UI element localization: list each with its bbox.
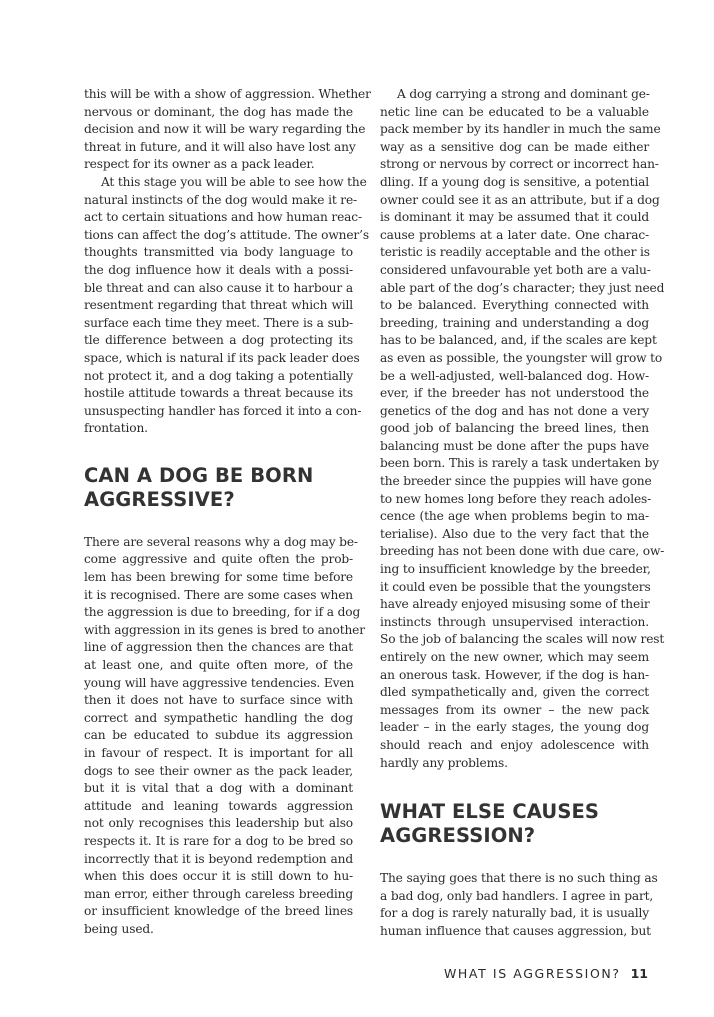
text-line: dling. If a young dog is sensitive, a potential [380,174,649,189]
text-line: but it is vital that a dog with a dominant [84,781,353,796]
text-line: cause problems at a later date. One charac- [380,227,649,242]
text-line: or insufficient knowledge of the breed lines [84,904,353,919]
text-line: to new homes long before they reach adoles- [380,491,652,506]
text-line: space, which is natural if its pack leader does [84,350,360,365]
section-heading-what-else-causes [380,800,649,848]
text-line: cence (the age when problems begin to ma- [380,509,649,524]
text-line: At this stage you will be able to see how the [101,174,367,189]
text-line: terialise). Also due to the very fact that the [380,526,649,541]
running-head: WHAT IS AGGRESSION? [443,966,621,981]
text-line: human influence that causes aggression, but [380,923,651,938]
text-line: is dominant it may be assumed that it could [380,210,649,225]
heading-line: AGGRESSION? [380,824,536,848]
section-heading-born-aggressive [84,464,353,512]
text-line: surface each time they meet. There is a sub- [84,315,353,330]
paragraph [84,174,369,438]
text-line: to be balanced. Everything connected with [380,298,649,313]
text-line: then it does not have to surface since with [84,693,353,708]
text-line: balancing must be done after the pups have [380,438,649,453]
text-line: act to certain situations and how human reac- [84,210,362,225]
text-line: with aggression in its genes is bred to another [84,622,365,637]
text-line: breeding has not been done with due care, ow- [380,544,665,559]
heading-line: AGGRESSIVE? [84,487,235,511]
text-line: incorrectly that it is beyond redemption and [84,851,353,866]
text-line: messages from its owner – the new pack [380,702,649,717]
text-line: have already enjoyed misusing some of their [380,597,650,612]
text-line: as even as possible, the youngster will grow to [380,350,663,365]
page-number: 11 [630,966,648,981]
text-line: So the job of balancing the scales will now rest [380,632,665,647]
text-line: pack member by its handler in much the same [380,122,661,137]
text-line: A dog carrying a strong and dominant ge- [397,87,650,101]
text-line: ever, if the breeder has not understood the [380,386,649,401]
text-line: hardly any problems. [380,755,508,770]
text-line: instincts through unsupervised interaction. [380,614,649,629]
text-line: breeding, training and understanding a dog [380,315,649,330]
heading-line: CAN A DOG BE BORN [84,463,314,487]
heading-line: WHAT ELSE CAUSES [380,800,600,824]
text-line: has to be balanced, and, if the scales are kept [380,333,657,348]
text-line: considered unfavourable yet both are a valu- [380,262,651,277]
text-line: hostile attitude towards a threat because its [84,386,353,401]
text-line: being used. [84,921,154,936]
text-line: a bad dog, only bad handlers. I agree in part, [380,888,654,903]
text-line: genetics of the dog and has not done a very [380,403,649,418]
page-footer [380,966,648,981]
text-line: threat in future, and it will also have lost any [84,139,356,154]
text-line: strong or nervous by correct or incorrect han- [380,157,659,172]
text-line: There are several reasons why a dog may be- [84,534,358,549]
paragraph [380,870,658,940]
paragraph [84,86,371,174]
text-line: come aggressive and quite often the prob- [84,552,353,567]
left-column [84,86,371,939]
text-line: line of aggression then the chances are that [84,640,353,655]
text-line: man error, either through careless breeding [84,886,353,901]
text-line: tions can affect the dog’s attitude. The owner’s [84,227,369,242]
text-line: owner could see it as an attribute, but if a dog [380,192,660,207]
text-line: leader – in the early stages, the young dog [380,720,649,735]
text-line: dogs to see their owner as the pack leader, [84,763,353,778]
text-line: dled sympathetically and, given the correct [380,685,649,700]
text-line: respect for its owner as a pack leader. [84,157,315,172]
text-line: it is recognised. There are some cases when [84,587,353,602]
text-line: can be educated to subdue its aggression [84,728,353,743]
text-line: nervous or dominant, the dog has made the [84,104,353,119]
text-line: be a well-adjusted, well-balanced dog. How- [380,368,649,383]
text-line: natural instincts of the dog would make it re- [84,192,358,207]
text-line: an onerous task. However, if the dog is han- [380,667,649,682]
text-line: the dog influence how it deals with a possi- [84,262,353,277]
text-line: should reach and enjoy adolescence with [380,737,649,752]
text-line: resentment regarding that threat which will [84,298,353,313]
text-line: not protect it, and a dog taking a potentially [84,368,353,383]
text-line: at least one, and quite often more, of the [84,658,353,673]
text-line: way as a sensitive dog can be made either [380,139,649,154]
text-line: thoughts transmitted via body language to [84,245,353,260]
text-line: netic line can be educated to be a valuable [380,104,649,119]
text-line: The saying goes that there is no such thing as [380,871,658,886]
text-line: when this does occur it is still down to hu- [84,869,353,884]
text-line: been born. This is rarely a task undertaken by [380,456,659,471]
text-line: respects it. It is rare for a dog to be bred so [84,833,353,848]
text-line: frontation. [84,421,148,436]
text-line: this will be with a show of aggression. Whether [84,87,371,101]
text-line: tle difference between a dog protecting its [84,333,353,348]
text-line: it could even be possible that the youngsters [380,579,651,594]
text-line: lem has been brewing for some time before [84,570,353,585]
text-line: decision and now it will be wary regarding the [84,122,366,137]
text-line: the breeder since the puppies will have gone [380,474,652,489]
text-line: correct and sympathetic handling the dog [84,710,353,725]
text-line: in favour of respect. It is important for all [84,746,353,760]
paragraph [84,534,365,939]
text-line: good job of balancing the breed lines, then [380,421,649,436]
paragraph [380,86,665,772]
text-line: for a dog is rarely naturally bad, it is usually [380,906,649,921]
text-line: young will have aggressive tendencies. Even [84,675,355,690]
text-line: ing to insufficient knowledge by the breeder, [380,562,651,577]
text-line: entirely on the new owner, which may seem [380,650,649,664]
text-line: the aggression is due to breeding, for if a dog [84,605,361,620]
text-line: attitude and leaning towards aggression [84,798,353,813]
text-line: unsuspecting handler has forced it into a con- [84,403,362,418]
text-line: not only recognises this leadership but also [84,816,353,831]
right-column [380,86,665,941]
text-line: ble threat and can also cause it to harbour a [84,280,353,295]
text-line: teristic is readily acceptable and the other is [380,245,650,260]
text-line: able part of the dog’s character; they just need [380,280,665,295]
